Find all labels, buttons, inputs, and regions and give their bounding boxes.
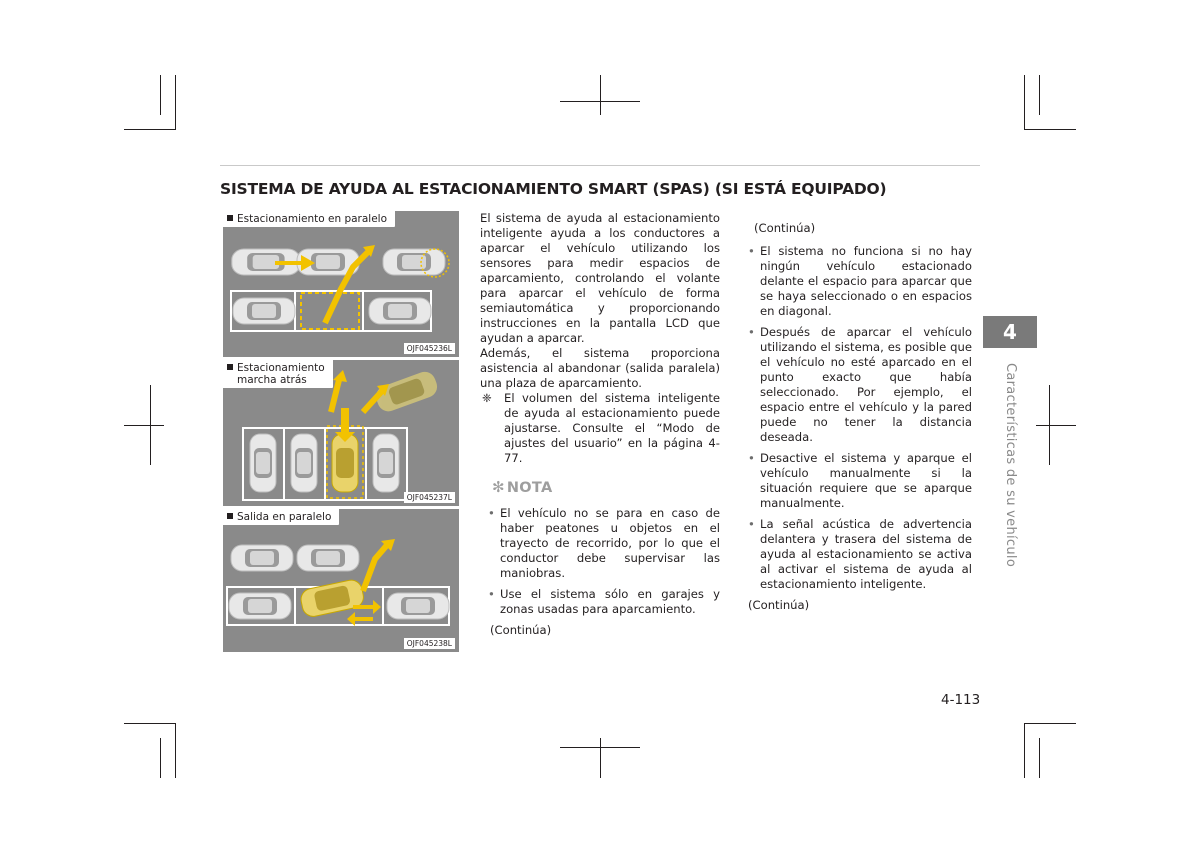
- continued-label: (Continúa): [490, 623, 552, 637]
- caution-item: • Después de aparcar el vehículo utilizando el sistema, es posible que el vehículo no esté aparcado en el punto exacto que había seleccionado. Por ejemplo, el espacio entre el vehículo y la pared puede no tener la distancia deseada.: [748, 325, 972, 444]
- caution-list: [748, 244, 972, 592]
- top-rule: [220, 165, 980, 166]
- volume-reference: ❈ El volumen del sistema inteligente de ayuda al estacionamiento puede ajustarse. Consulte el “Modo de ajustes del usuario” en la página 4-77.: [482, 391, 720, 465]
- page-number: 4-113: [941, 692, 981, 708]
- figure-parallel-exit: [223, 509, 459, 652]
- figure-parallel-parking: [223, 211, 459, 357]
- continued-bottom-label: (Continúa): [748, 598, 810, 612]
- figure-3-label: Salida en paralelo: [223, 509, 339, 525]
- chapter-tab: 4: [983, 316, 1037, 348]
- note-item: • El vehículo no se para en caso de haber peatones u objetos en el trayecto de recorrido, por lo que el conductor debe supervisar las maniobras.: [488, 506, 720, 580]
- figure-1-code: OJF045236L: [404, 343, 455, 354]
- figure-3-code: OJF045238L: [404, 638, 455, 649]
- continued-top-label: (Continúa): [754, 221, 816, 235]
- figure-reverse-parking: [223, 360, 459, 506]
- figure-1-label: Estacionamiento en paralelo: [223, 211, 395, 227]
- parallel-exit-illustration: [223, 509, 459, 652]
- right-column: [748, 221, 972, 613]
- note-item: • Use el sistema sólo en garajes y zonas usadas para aparcamiento.: [488, 587, 720, 616]
- bullet-icon: •: [748, 244, 755, 258]
- bullet-icon: •: [748, 325, 755, 339]
- bullet-icon: •: [488, 506, 495, 520]
- exit-assist-paragraph: Además, el sistema proporciona asistencia al abandonar (salida paralela) una plaza de aparcamiento.: [480, 346, 720, 390]
- caution-item: • La señal acústica de advertencia delantera y trasera del sistema de ayuda al estacionamiento se activa al activar el sistema de ayuda al estacionamiento inteligente.: [748, 517, 972, 591]
- intro-paragraph: El sistema de ayuda al estacionamiento inteligente ayuda a los conductores a aparcar el vehículo utilizando los sensores para medir espacios de aparcamiento, controlando el volante para aparcar el vehículo de forma semiautomática y proporcionando instrucciones en la pantalla LCD que ayudan a aparcar.: [480, 211, 720, 345]
- caution-item: • El sistema no funciona si no hay ningún vehículo estacionado delante el espacio para aparcar que se haya seleccionado o en espacios en diagonal.: [748, 244, 972, 318]
- bullet-icon: •: [488, 587, 495, 601]
- chapter-title-vertical: Características de su vehículo: [1003, 363, 1018, 568]
- caution-item: • Desactive el sistema y aparque el vehículo manualmente si la situación requiere que se aparque manualmente.: [748, 451, 972, 510]
- middle-column: [480, 211, 720, 638]
- figure-2-code: OJF045237L: [404, 492, 455, 503]
- note-heading: ✻ NOTA: [492, 478, 553, 496]
- note-list: [480, 506, 720, 617]
- parallel-parking-illustration: [223, 211, 459, 357]
- bullet-icon: •: [748, 517, 755, 531]
- page-title: SISTEMA DE AYUDA AL ESTACIONAMIENTO SMART (SPAS) (SI ESTÁ EQUIPADO): [220, 180, 887, 198]
- figure-2-label: Estacionamiento marcha atrás: [223, 360, 333, 388]
- bullet-icon: •: [748, 451, 755, 465]
- note-star-icon: ✻: [492, 478, 505, 496]
- reference-mark-icon: ❈: [482, 391, 492, 405]
